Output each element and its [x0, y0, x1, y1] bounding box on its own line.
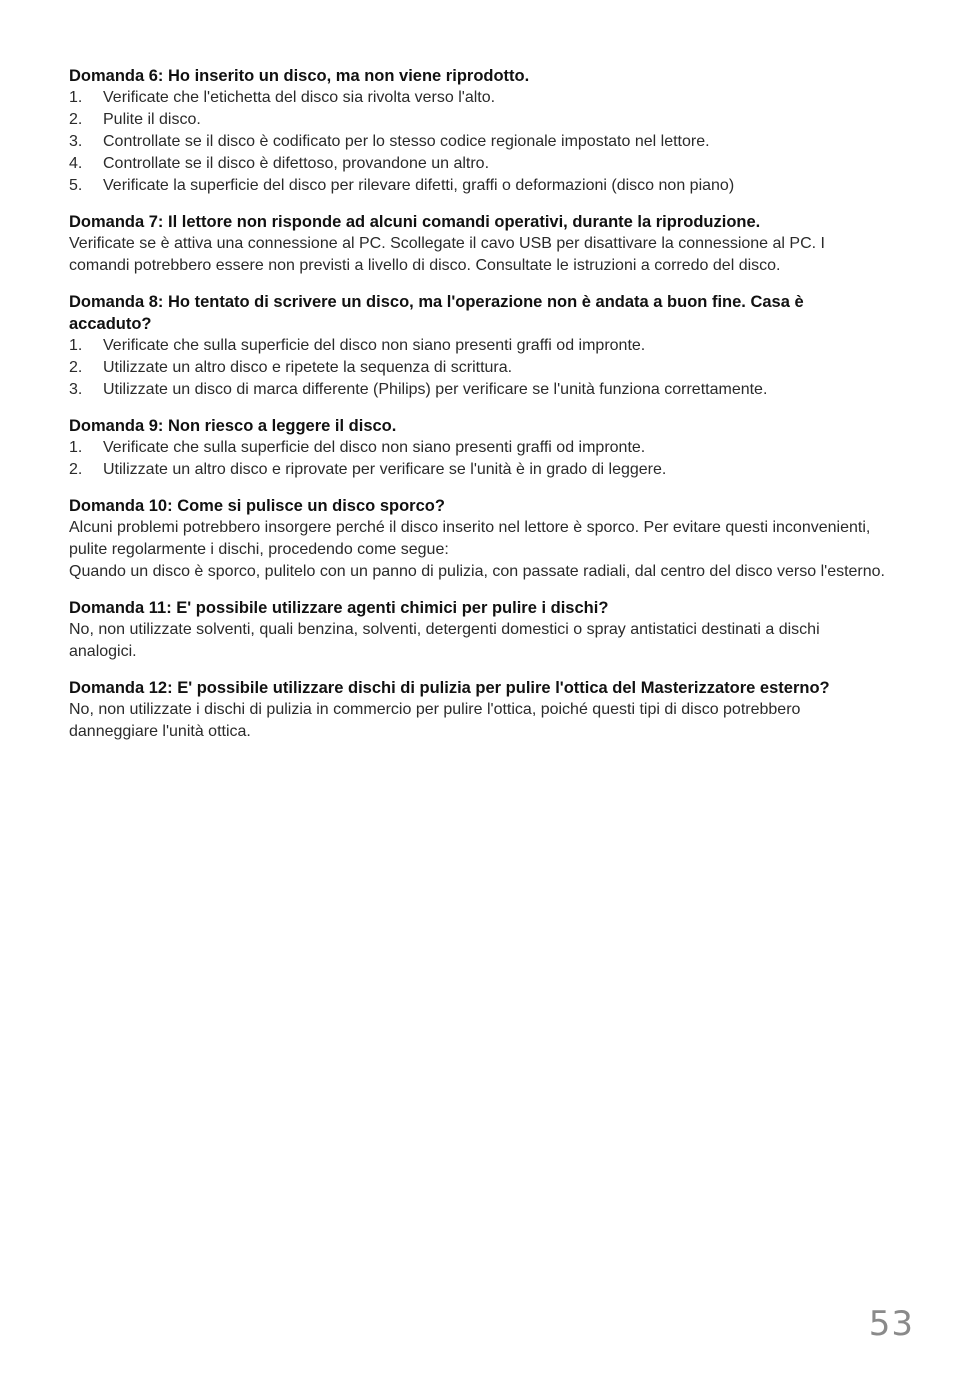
question-title: Domanda 8: Ho tentato di scrivere un disco, ma l'operazione non è andata a buon fine. Casa è accaduto?: [69, 293, 804, 333]
step-text: Verificate che l'etichetta del disco sia rivolta verso l'alto.: [103, 89, 496, 106]
list-item: [69, 131, 889, 153]
faq-section-q10: [69, 495, 889, 583]
list-item: [69, 459, 889, 481]
step-text: Controllate se il disco è codificato per lo stesso codice regionale impostato nel lettore.: [103, 133, 710, 150]
list-item: [69, 87, 889, 109]
list-item: [69, 109, 889, 131]
steps-list: [69, 87, 889, 197]
step-number: 3.: [69, 133, 83, 150]
step-number: 2.: [69, 461, 83, 478]
step-text: Utilizzate un altro disco e riprovate per verificare se l'unità è in grado di leggere.: [103, 461, 667, 478]
faq-section-q12: [69, 677, 889, 743]
faq-section-q11: [69, 597, 889, 663]
answer-paragraph: Quando un disco è sporco, pulitelo con un panno di pulizia, con passate radiali, dal centro del disco verso l'esterno.: [69, 563, 885, 580]
list-item: [69, 175, 889, 197]
steps-list: [69, 335, 889, 401]
list-item: [69, 357, 889, 379]
faq-section-q7: [69, 211, 889, 277]
step-number: 4.: [69, 155, 83, 172]
faq-content: [69, 65, 889, 757]
step-text: Utilizzate un altro disco e ripetete la sequenza di scrittura.: [103, 359, 513, 376]
answer-paragraph: Verificate se è attiva una connessione al PC. Scollegate il cavo USB per disattivare la connessione al PC. I comandi potrebbero essere non previsti a livello di disco. Consultate le istruzioni a corredo del disco.: [69, 235, 825, 274]
step-text: Verificate che sulla superficie del disco non siano presenti graffi od impronte.: [103, 439, 646, 456]
steps-list: [69, 437, 889, 481]
answer-paragraph: No, non utilizzate solventi, quali benzina, solventi, detergenti domestici o spray antistatici destinati a dischi analogici.: [69, 621, 820, 660]
page-number: 53: [868, 1304, 914, 1344]
step-text: Controllate se il disco è difettoso, provandone un altro.: [103, 155, 490, 172]
step-number: 1.: [69, 89, 83, 106]
step-number: 2.: [69, 111, 83, 128]
list-item: [69, 335, 889, 357]
answer-paragraph: Alcuni problemi potrebbero insorgere perché il disco inserito nel lettore è sporco. Per evitare questi inconvenienti, pulite regolarmente i dischi, procedendo come segue:: [69, 519, 871, 558]
faq-section-q8: [69, 291, 889, 401]
faq-section-q9: [69, 415, 889, 481]
list-item: [69, 379, 889, 401]
faq-section-q6: [69, 65, 889, 197]
answer-paragraph: No, non utilizzate i dischi di pulizia in commercio per pulire l'ottica, poiché questi tipi di disco potrebbero danneggiare l'unità ottica.: [69, 701, 801, 740]
step-text: Verificate la superficie del disco per rilevare difetti, graffi o deformazioni (disco non piano): [103, 177, 735, 194]
step-text: Pulite il disco.: [103, 111, 201, 128]
step-number: 5.: [69, 177, 83, 194]
question-title: Domanda 6: Ho inserito un disco, ma non viene riprodotto.: [69, 67, 530, 85]
question-title: Domanda 7: Il lettore non risponde ad alcuni comandi operativi, durante la riproduzione.: [69, 213, 761, 231]
list-item: [69, 153, 889, 175]
step-number: 1.: [69, 439, 83, 456]
step-number: 1.: [69, 337, 83, 354]
question-title: Domanda 9: Non riesco a leggere il disco.: [69, 417, 397, 435]
question-title: Domanda 11: E' possibile utilizzare agenti chimici per pulire i dischi?: [69, 599, 609, 617]
question-title: Domanda 12: E' possibile utilizzare dischi di pulizia per pulire l'ottica del Masterizzatore esterno?: [69, 679, 830, 697]
step-number: 3.: [69, 381, 83, 398]
step-text: Verificate che sulla superficie del disco non siano presenti graffi od impronte.: [103, 337, 646, 354]
question-title: Domanda 10: Come si pulisce un disco sporco?: [69, 497, 445, 515]
step-number: 2.: [69, 359, 83, 376]
list-item: [69, 437, 889, 459]
step-text: Utilizzate un disco di marca differente (Philips) per verificare se l'unità funziona correttamente.: [103, 381, 768, 398]
